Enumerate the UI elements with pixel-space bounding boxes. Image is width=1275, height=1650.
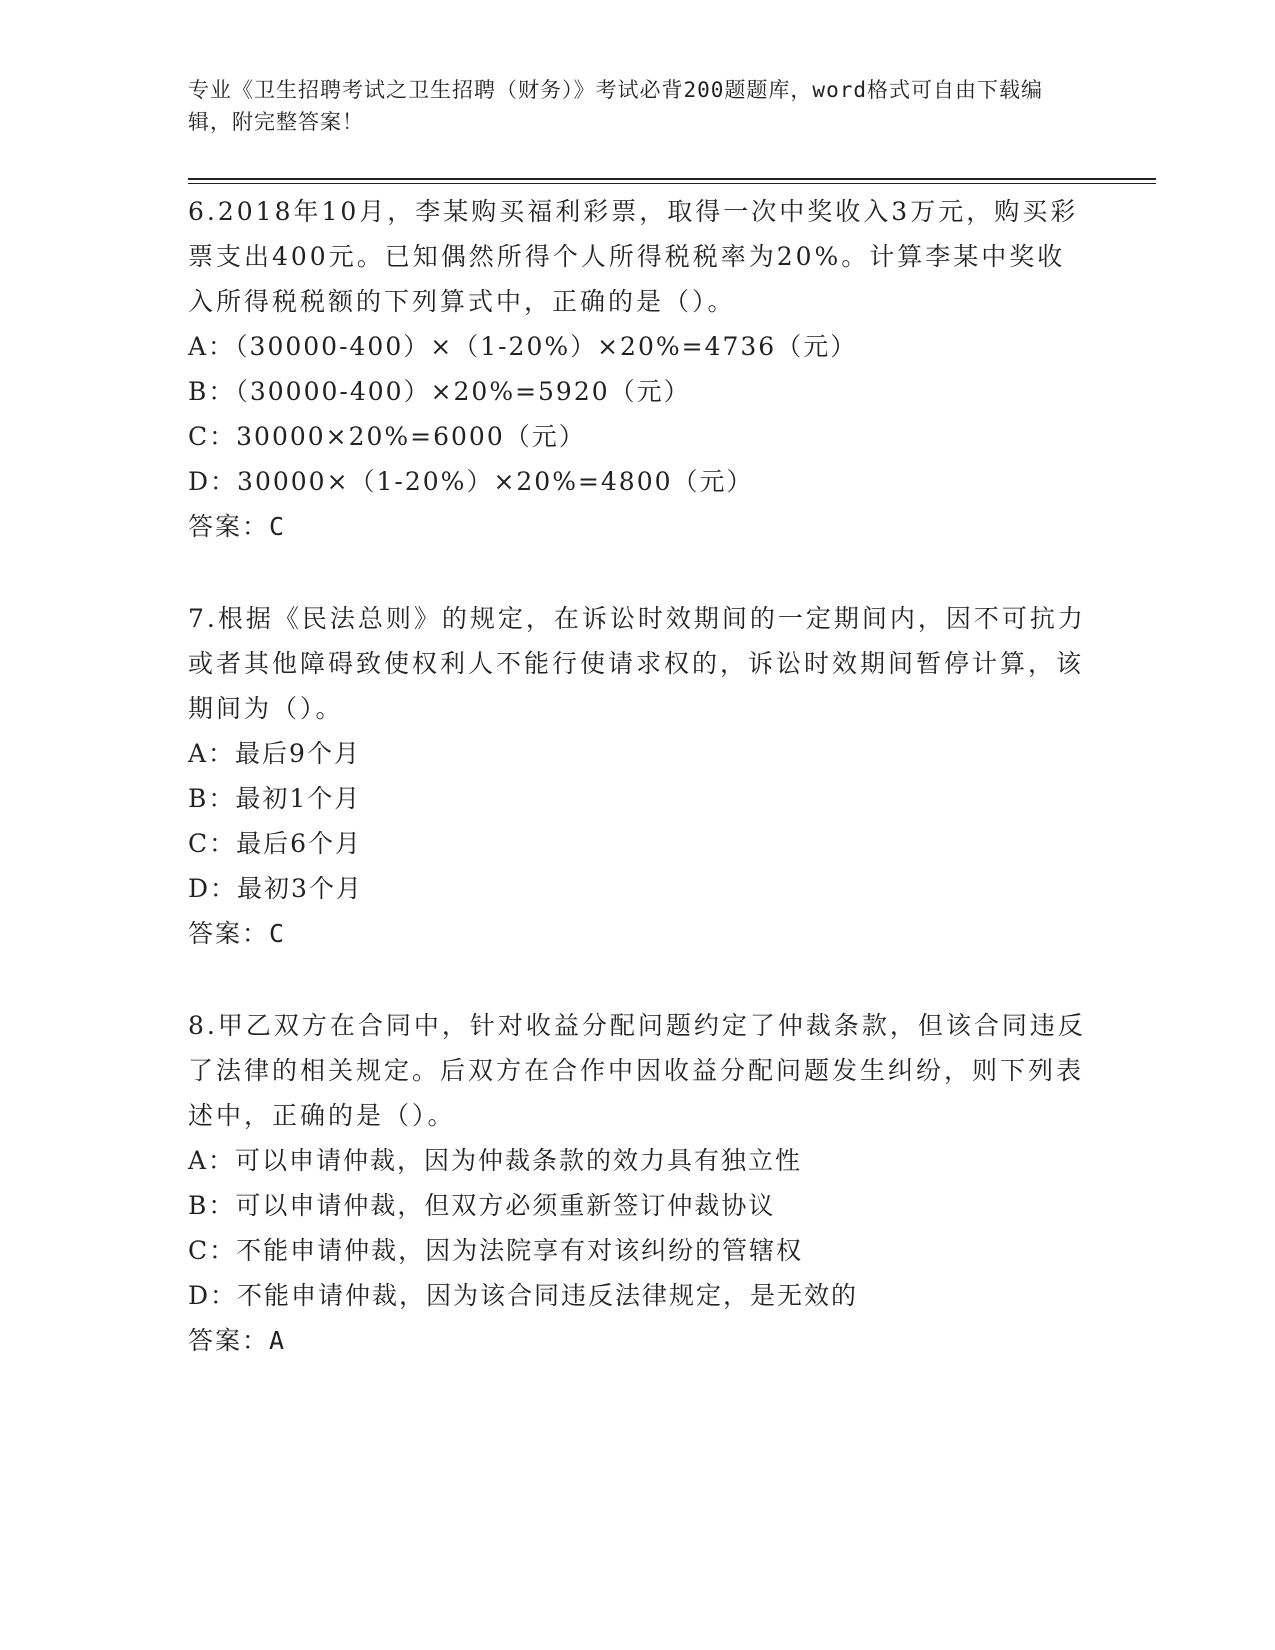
- option-a: A：可以申请仲裁，因为仲裁条款的效力具有独立性: [188, 1146, 803, 1175]
- option-b: B：（30000-400）×20%=5920（元）: [188, 377, 691, 406]
- option-d: D：最初3个月: [188, 874, 363, 903]
- option-a: A：（30000-400）×（1-20%）×20%=4736（元）: [188, 332, 858, 361]
- header-divider-thin: [188, 183, 1156, 184]
- answer-line: 答案：C: [188, 512, 287, 541]
- question-stem: 7.根据《民法总则》的规定，在诉讼时效期间的一定期间内，因不可抗力或者其他障碍致使权利人不能行使请求权的，诉讼时效期间暂停计算，该期间为（）。: [188, 604, 1086, 723]
- option-a: A：最后9个月: [188, 739, 361, 768]
- option-c: C：最后6个月: [188, 829, 363, 858]
- question-8: [188, 1003, 1088, 1363]
- option-d: D：不能申请仲裁，因为该合同违反法律规定，是无效的: [188, 1281, 859, 1310]
- document-header: 专业《卫生招聘考试之卫生招聘（财务）》考试必背200题题库，word格式可自由下载编辑，附完整答案！: [188, 78, 1043, 134]
- option-b: B：可以申请仲裁，但双方必须重新签订仲裁协议: [188, 1191, 776, 1220]
- question-7: [188, 596, 1088, 956]
- question-stem: 8.甲乙双方在合同中，针对收益分配问题约定了仲裁条款，但该合同违反了法律的相关规定。后双方在合作中因收益分配问题发生纠纷，则下列表述中，正确的是（）。: [188, 1011, 1086, 1130]
- question-stem: 6.2018年10月，李某购买福利彩票，取得一次中奖收入3万元，购买彩票支出400元。已知偶然所得个人所得税税率为20%。计算李某中奖收入所得税税额的下列算式中，正确的是（）。: [188, 197, 1079, 316]
- option-d: D：30000×（1-20%）×20%=4800（元）: [188, 467, 754, 496]
- option-c: C：30000×20%=6000（元）: [188, 422, 586, 451]
- answer-line: 答案：A: [188, 1326, 287, 1355]
- option-c: C：不能申请仲裁，因为法院享有对该纠纷的管辖权: [188, 1236, 804, 1265]
- answer-line: 答案：C: [188, 919, 287, 948]
- header-divider-thick: [188, 178, 1156, 180]
- option-b: B：最初1个月: [188, 784, 362, 813]
- question-6: [188, 189, 1088, 549]
